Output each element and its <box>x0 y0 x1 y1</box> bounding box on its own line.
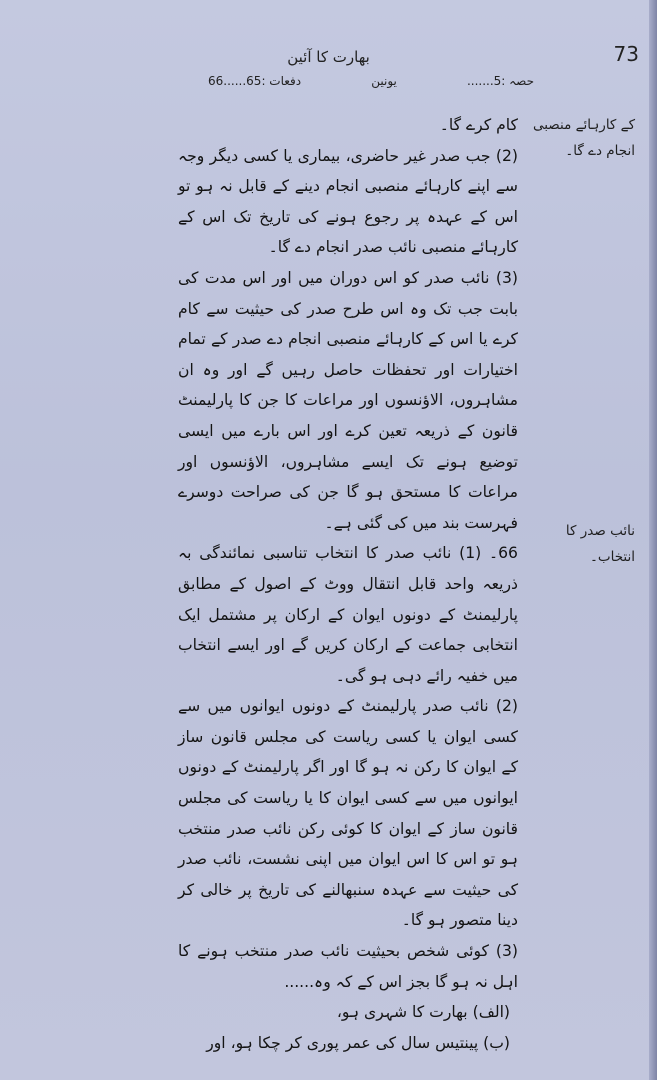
part-label: حصہ :5....... <box>466 74 534 88</box>
running-title: بھارت کا آئین <box>287 48 370 66</box>
paragraph: (3) نائب صدر کو اس دوران میں اور اس مدت کی بابت جب تک وہ اس طرح صدر کی حیثیت سے کام کرے یا اس کے کارہائے منصبی انجام دے صدر کے تمام اختیارات اور تحفظات حاصل رہیں گے اور وہ ان مشاہروں، الاؤنسوں اور مراعات کا جن کا پارلیمنٹ قانون کے ذریعہ تعین کرے اور اس بارے میں ایسی توضیع ہونے تک ایسے مشاہروں، الاؤنسوں اور مراعات کا مستحق ہو گا جن کی صراحت دوسرے فہرست بند میں کی گئی ہے۔ <box>178 268 518 532</box>
page-spine <box>649 0 657 1080</box>
list-item: (ب) پینتیس سال کی عمر پوری کر چکا ہو، اور <box>206 1033 510 1052</box>
list-item: (الف) بھارت کا شہری ہو، <box>336 1003 510 1022</box>
margin-note-vice-president-election: نائب صدر کا انتخاب۔ <box>565 523 635 565</box>
paragraph: (2) نائب صدر پارلیمنٹ کے دونوں ایوانوں میں سے کسی ایوان یا کسی ریاست کی مجلس قانون ساز کے ایوان کا رکن نہ ہو گا اور اگر پارلیمنٹ کے دونوں ایوانوں میں سے کسی ایوان کا یا ریاست کی مجلس قانون ساز کے ایوان کا کوئی رکن نائب صدر منتخب ہو تو اس کا اس ایوان میں اپنی نشست، نائب صدر کی حیثیت سے عہدہ سنبھالنے کی تاریخ پر خالی کر دینا متصور ہو گا۔ <box>178 697 518 930</box>
paragraph: (2) جب صدر غیر حاضری، بیماری یا کسی دیگر وجہ سے اپنے کارہائے منصبی انجام دینے کے قابل نہ ہو تو اس کے عہدہ پر رجوع ہونے کی تاریخ تک اس کے کارہائے منصبی نائب صدر انجام دے گا۔ <box>178 146 518 257</box>
articles-label: دفعات :65......66 <box>208 74 302 88</box>
paragraph: 66۔ (1) نائب صدر کا انتخاب تناسبی نمائندگی بہ ذریعہ واحد قابل انتقال ووٹ کے اصول کے مطابق پارلیمنٹ کے دونوں ایوان کے ارکان پر مشتمل ایک انتخابی جماعت کے ارکان کریں گے اور ایسے انتخاب میں خفیہ رائے دہی ہو گی۔ <box>178 544 518 685</box>
paragraph: (3) کوئی شخص بحیثیت نائب صدر منتخب ہونے کا اہل نہ ہو گا بجز اس کے کہ وہ...... <box>178 942 518 991</box>
article-body <box>178 110 518 1058</box>
part-name: یونین <box>371 74 397 88</box>
running-subheader <box>208 74 534 88</box>
page-number: 73 <box>613 42 639 66</box>
margin-note-duties: کے کارہائے منصبی انجام دے گا۔ <box>532 117 635 159</box>
paragraph: کام کرے گا۔ <box>439 116 518 134</box>
